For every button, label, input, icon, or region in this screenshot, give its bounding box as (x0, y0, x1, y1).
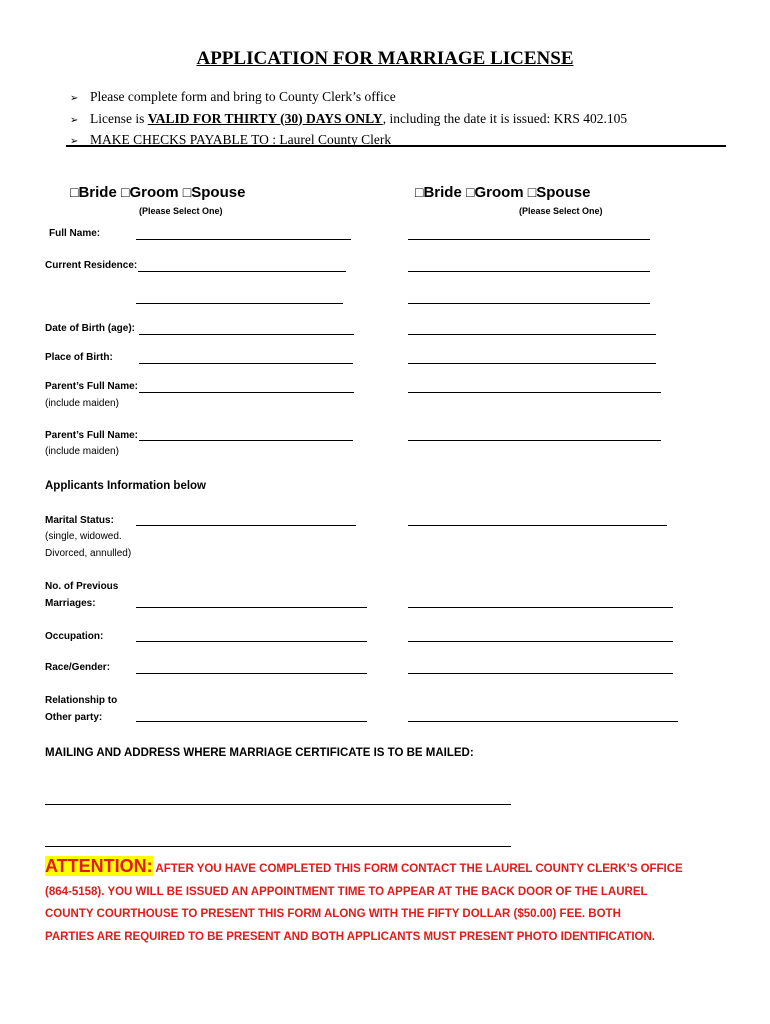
spouse-checkbox[interactable]: □ (182, 184, 192, 200)
full-name-field-right[interactable] (408, 239, 650, 240)
parent1-field-right[interactable] (408, 392, 661, 393)
arrow-bullet-icon: ➢ (70, 136, 79, 147)
instruction-item: ➢ Please complete form and bring to County Clerk’s office (70, 87, 627, 109)
relationship-field-right[interactable] (408, 721, 678, 722)
parent2-field-right[interactable] (408, 440, 661, 441)
header-divider (66, 145, 726, 147)
dob-label: Date of Birth (age): (45, 323, 135, 334)
arrow-bullet-icon: ➢ (70, 93, 79, 104)
select-one-note: (Please Select One) (139, 206, 223, 216)
residence-field-left[interactable] (138, 271, 346, 272)
relationship-field-left[interactable] (136, 721, 367, 722)
race-gender-label: Race/Gender: (45, 662, 111, 673)
attention-heading: ATTENTION: (45, 856, 153, 876)
marital-status-field-left[interactable] (136, 525, 356, 526)
instructions-list (70, 87, 627, 152)
full-name-label: Full Name: (49, 228, 101, 239)
spouse-checkbox[interactable]: □ (527, 184, 537, 200)
mailing-address-field-1[interactable] (45, 804, 511, 805)
residence-field-right[interactable] (408, 271, 650, 272)
place-of-birth-field-left[interactable] (139, 363, 353, 364)
prev-marriages-field-left[interactable] (136, 607, 367, 608)
race-gender-field-left[interactable] (136, 673, 367, 674)
marital-status-sublabel: (single, widowed. (45, 531, 122, 542)
residence-field-right-2[interactable] (408, 303, 650, 304)
page-title: APPLICATION FOR MARRIAGE LICENSE (196, 48, 574, 69)
full-name-field-left[interactable] (136, 239, 351, 240)
occupation-field-right[interactable] (408, 641, 673, 642)
bride-checkbox[interactable]: □ (415, 184, 424, 200)
relationship-label: Relationship to (45, 695, 118, 706)
attention-notice: ATTENTION: AFTER YOU HAVE COMPLETED THIS FORM CONTACT THE LAUREL COUNTY CLERK’S OFFICE (864-5158). YOU WILL BE ISSUED AN APPOINTMENT TIME TO APPEAR AT THE BACK DOOR OF THE LAUREL COUNTY COURTHOUSE TO PRESENT THIS FORM ALONG WITH THE FIFTY DOLLAR ($50.00) FEE. BOTH PARTIES ARE REQUIRED TO BE PRESENT AND BOTH APPLICANTS MUST PRESENT PHOTO IDENTIFICATION. (45, 856, 683, 943)
residence-field-left-2[interactable] (136, 303, 343, 304)
arrow-bullet-icon: ➢ (70, 114, 79, 126)
parent2-sublabel: (include maiden) (45, 446, 119, 457)
relationship-label-2: Other party: (45, 712, 103, 723)
dob-field-left[interactable] (139, 334, 354, 335)
instruction-item: ➢ MAKE CHECKS PAYABLE TO : Laurel County Clerk (70, 130, 627, 152)
parent2-field-left[interactable] (139, 440, 353, 441)
mailing-address-heading: MAILING AND ADDRESS WHERE MARRIAGE CERTIFICATE IS TO BE MAILED: (45, 747, 474, 759)
occupation-label: Occupation: (45, 631, 104, 642)
place-of-birth-label: Place of Birth: (45, 352, 113, 363)
occupation-field-left[interactable] (136, 641, 367, 642)
dob-field-right[interactable] (408, 334, 656, 335)
parent2-label: Parent’s Full Name: (45, 430, 138, 441)
parent1-sublabel: (include maiden) (45, 398, 119, 409)
instruction-item: ➢ License is VALID FOR THIRTY (30) DAYS ONLY , including the date it is issued: KRS 402.105 (70, 109, 627, 131)
place-of-birth-field-right[interactable] (408, 363, 656, 364)
marital-status-sublabel-2: Divorced, annulled) (45, 548, 132, 559)
prev-marriages-field-right[interactable] (408, 607, 673, 608)
groom-checkbox[interactable]: □ (120, 184, 130, 200)
applicants-info-heading: Applicants Information below (45, 480, 207, 492)
parent1-field-left[interactable] (139, 392, 354, 393)
prev-marriages-label: No. of Previous (45, 581, 119, 592)
race-gender-field-right[interactable] (408, 673, 673, 674)
left-party-selector: □Bride □Groom □Spouse (70, 184, 246, 201)
marital-status-label: Marital Status: (45, 515, 114, 526)
groom-checkbox[interactable]: □ (465, 184, 475, 200)
mailing-address-field-2[interactable] (45, 846, 511, 847)
prev-marriages-label-2: Marriages: (45, 598, 96, 609)
right-party-selector: □Bride □Groom □Spouse (415, 184, 591, 201)
marital-status-field-right[interactable] (408, 525, 667, 526)
select-one-note: (Please Select One) (519, 206, 603, 216)
current-residence-label: Current Residence: (45, 260, 138, 271)
parent1-label: Parent’s Full Name: (45, 381, 138, 392)
bride-checkbox[interactable]: □ (70, 184, 79, 200)
